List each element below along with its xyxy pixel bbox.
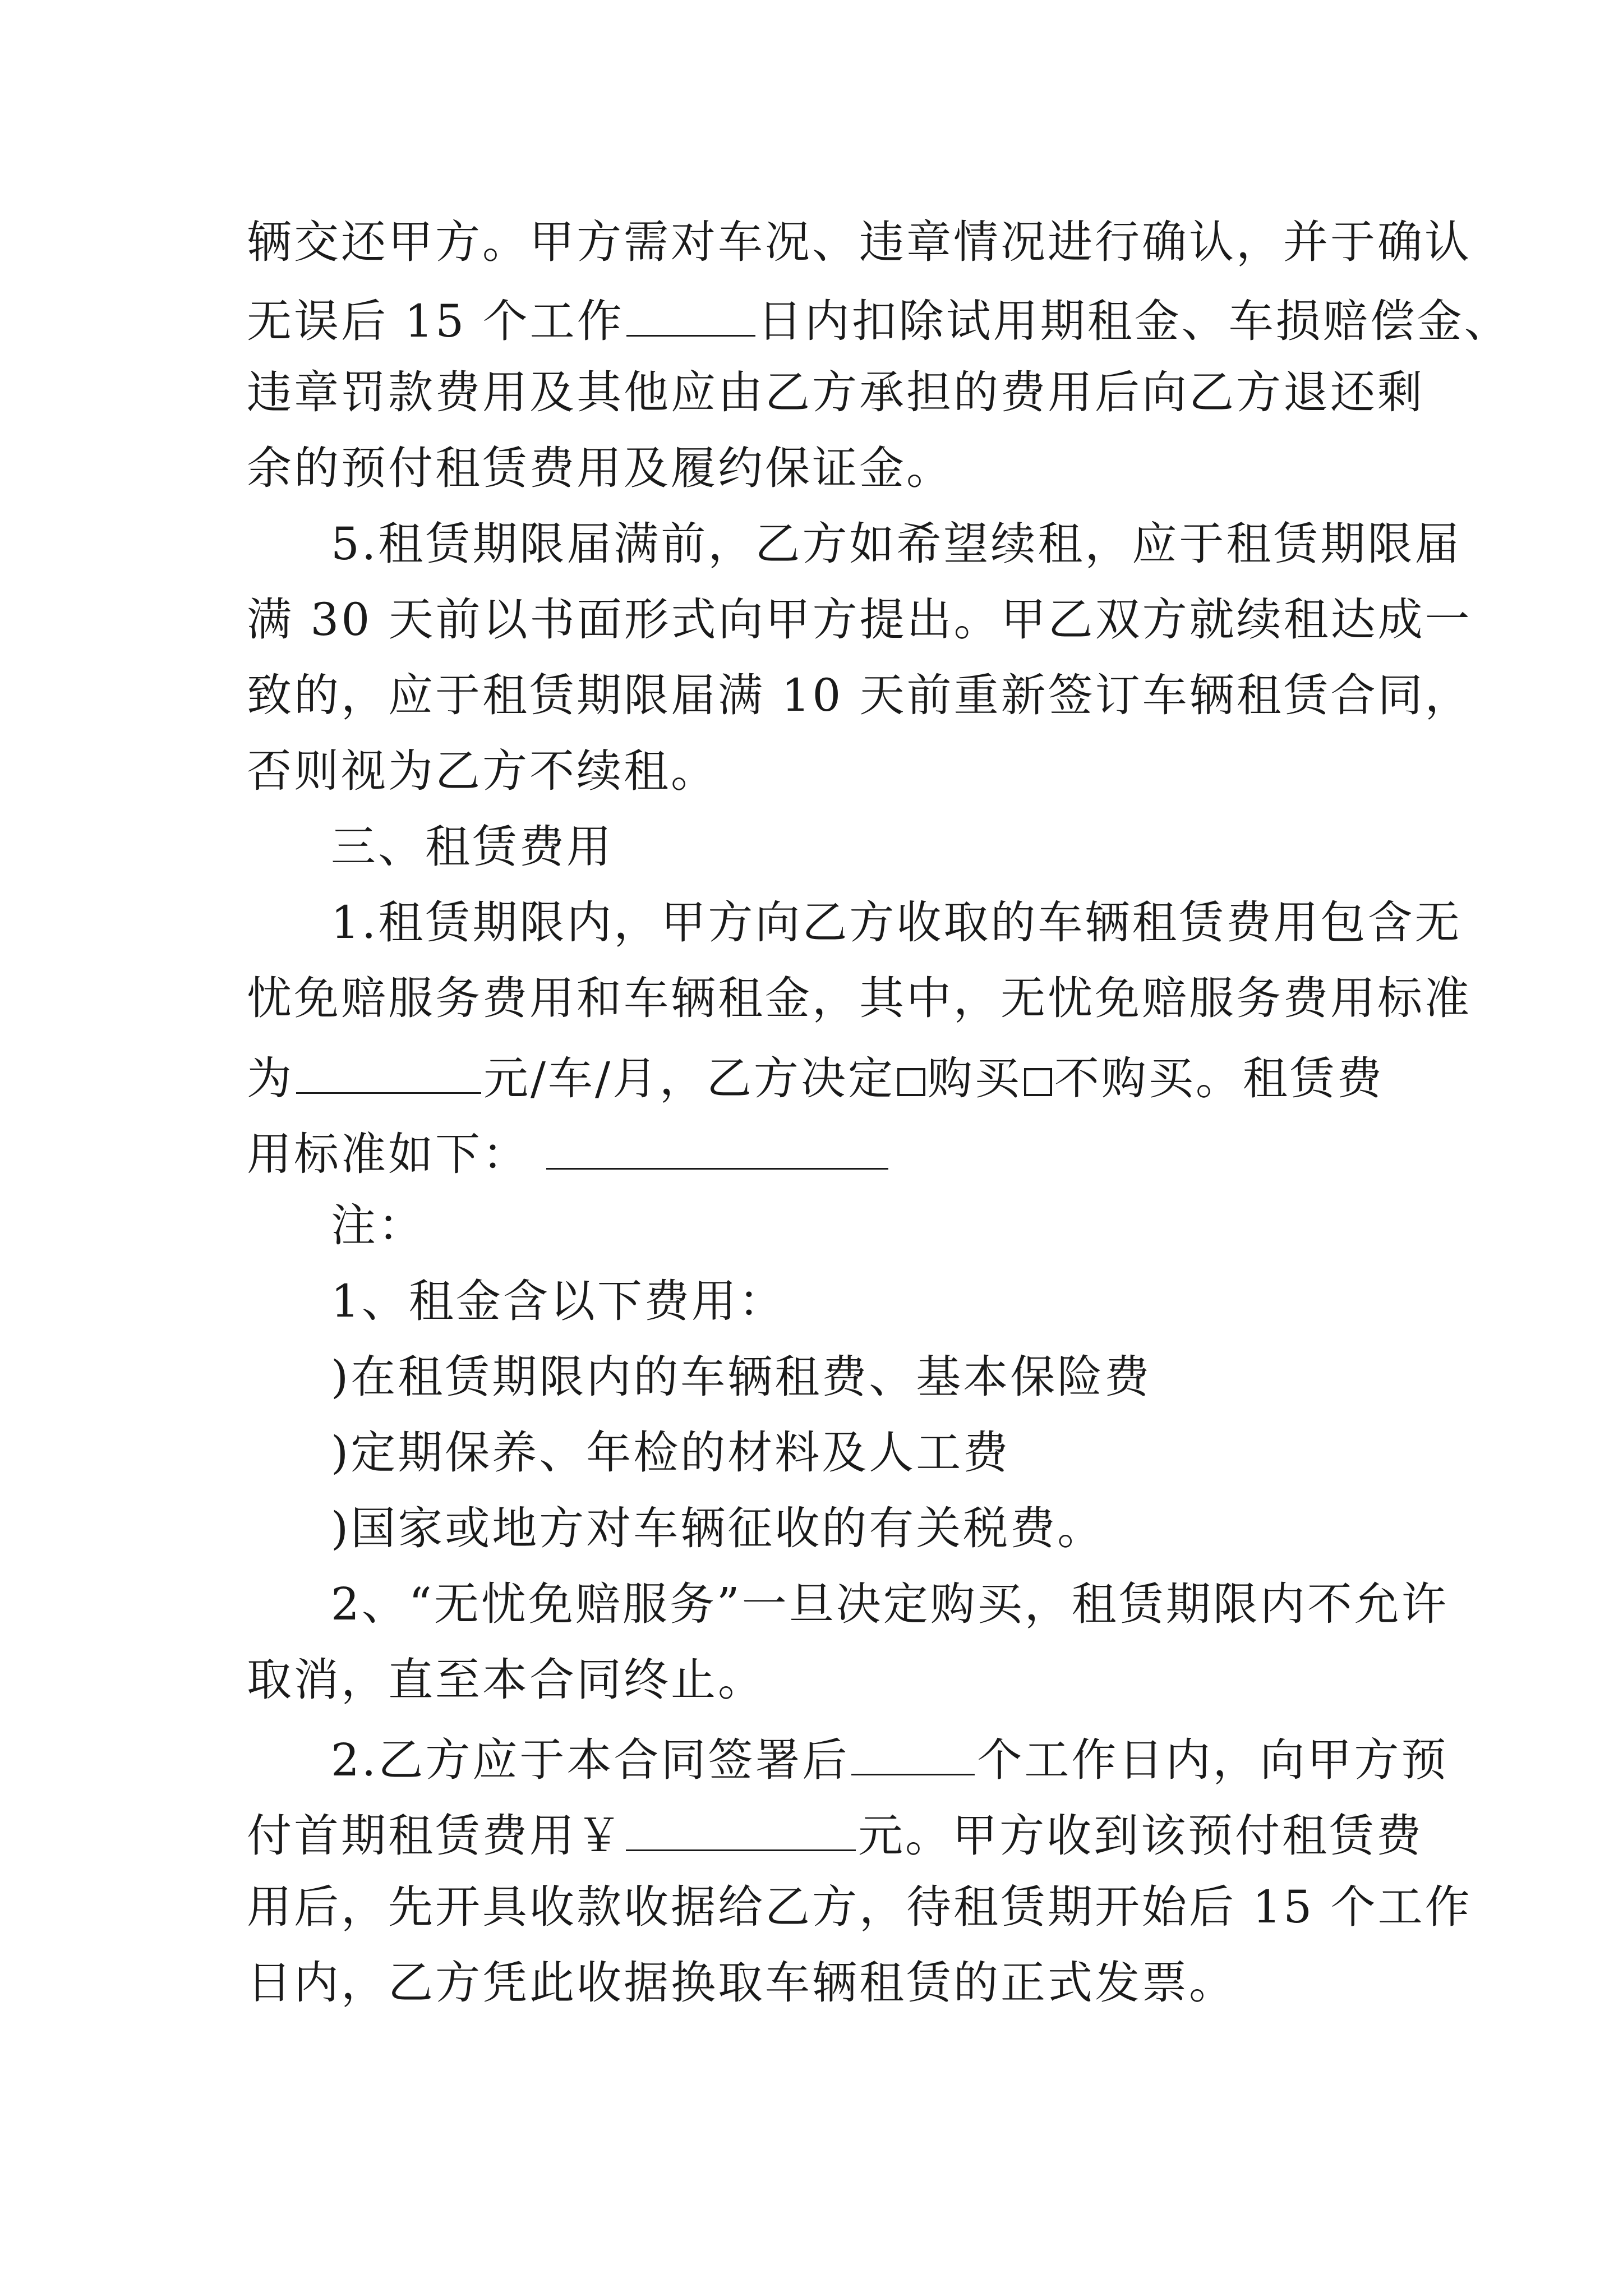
paragraph-line — [247, 593, 1472, 646]
line-text: 2、“无忧免赔服务”一旦决定购买，租赁期限内不允许 — [331, 1578, 1449, 1630]
line-text: 取消，直至本合同终止。 — [247, 1654, 765, 1706]
line-text: )国家或地方对车辆征收的有关税费。 — [331, 1502, 1105, 1554]
line-text: 违章罚款费用及其他应由乙方承担的费用后向乙方退还剩 — [247, 366, 1424, 418]
paragraph-line — [331, 896, 1462, 949]
fill-in-blank[interactable] — [626, 1809, 856, 1851]
fill-in-blank[interactable] — [851, 1733, 975, 1775]
paragraph-line — [247, 295, 1511, 347]
paragraph-line — [331, 1199, 425, 1251]
purchase-checkbox[interactable] — [897, 1068, 925, 1096]
fill-in-blank[interactable] — [546, 1128, 888, 1170]
paragraph-line — [247, 1052, 1384, 1105]
line-text: 为 — [247, 1052, 294, 1105]
paragraph-line — [331, 1275, 786, 1327]
line-text: 否则视为乙方不续租。 — [247, 745, 718, 797]
paragraph-line — [247, 1809, 1423, 1862]
paragraph-line — [247, 669, 1472, 721]
line-text: 付首期租赁费用￥ — [247, 1810, 624, 1862]
paragraph-line — [331, 1733, 1449, 1786]
line-text: 日内，乙方凭此收据换取车辆租赁的正式发票。 — [247, 1957, 1236, 2009]
paragraph-line — [247, 745, 718, 797]
line-text: 致的，应于租赁期限届满 10 天前重新签订车辆租赁合同， — [247, 669, 1472, 721]
paragraph-line — [331, 1427, 1011, 1479]
fill-in-blank[interactable] — [626, 295, 755, 337]
paragraph-line — [331, 1502, 1105, 1554]
line-text: 2.乙方应于本合同签署后 — [331, 1734, 850, 1786]
line-text: 三、租赁费用 — [331, 821, 614, 873]
line-text: 购买 — [927, 1052, 1022, 1105]
line-text: 辆交还甲方。甲方需对车况、违章情况进行确认，并于确认 — [247, 216, 1472, 268]
line-text: 1、租金含以下费用： — [331, 1275, 786, 1327]
line-text: 元/车/月，乙方决定 — [483, 1052, 895, 1105]
line-text: 满 30 天前以书面形式向甲方提出。甲乙双方就续租达成一 — [247, 593, 1472, 646]
paragraph-line — [247, 1881, 1472, 1933]
line-text: 无误后 15 个工作 — [247, 295, 624, 347]
paragraph-line — [331, 1351, 1152, 1403]
no-purchase-checkbox[interactable] — [1024, 1068, 1052, 1096]
line-text: 1.租赁期限内，甲方向乙方收取的车辆租赁费用包含无 — [331, 896, 1462, 949]
line-text: 余的预付租赁费用及履约保证金。 — [247, 442, 953, 494]
line-text: 日内扣除试用期租金、车损赔偿金、 — [757, 295, 1511, 347]
paragraph-line — [247, 442, 953, 494]
paragraph-line — [331, 518, 1462, 570]
fill-in-blank[interactable] — [296, 1052, 481, 1094]
paragraph-line — [331, 1578, 1449, 1630]
line-text: 用后，先开具收款收据给乙方，待租赁期开始后 15 个工作 — [247, 1881, 1472, 1933]
line-text: 元。甲方收到该预付租赁费 — [858, 1810, 1423, 1862]
paragraph-line — [247, 972, 1472, 1024]
line-text: 不购买。租赁费 — [1054, 1052, 1384, 1105]
line-text: 注： — [331, 1199, 425, 1251]
line-text: 个工作日内，向甲方预 — [977, 1734, 1449, 1786]
line-text: 5.租赁期限届满前，乙方如希望续租，应于租赁期限届 — [331, 518, 1462, 570]
paragraph-line — [247, 1128, 891, 1180]
line-text: 用标准如下： — [247, 1128, 529, 1180]
paragraph-line — [247, 1654, 765, 1706]
paragraph-line — [247, 366, 1424, 418]
line-text: )在租赁期限内的车辆租费、基本保险费 — [331, 1351, 1152, 1403]
paragraph-line — [247, 1957, 1236, 2009]
section-heading — [331, 821, 614, 873]
line-text: 忧免赔服务费用和车辆租金，其中，无忧免赔服务费用标准 — [247, 972, 1472, 1024]
line-text: )定期保养、年检的材料及人工费 — [331, 1427, 1011, 1479]
paragraph-line — [247, 216, 1472, 268]
